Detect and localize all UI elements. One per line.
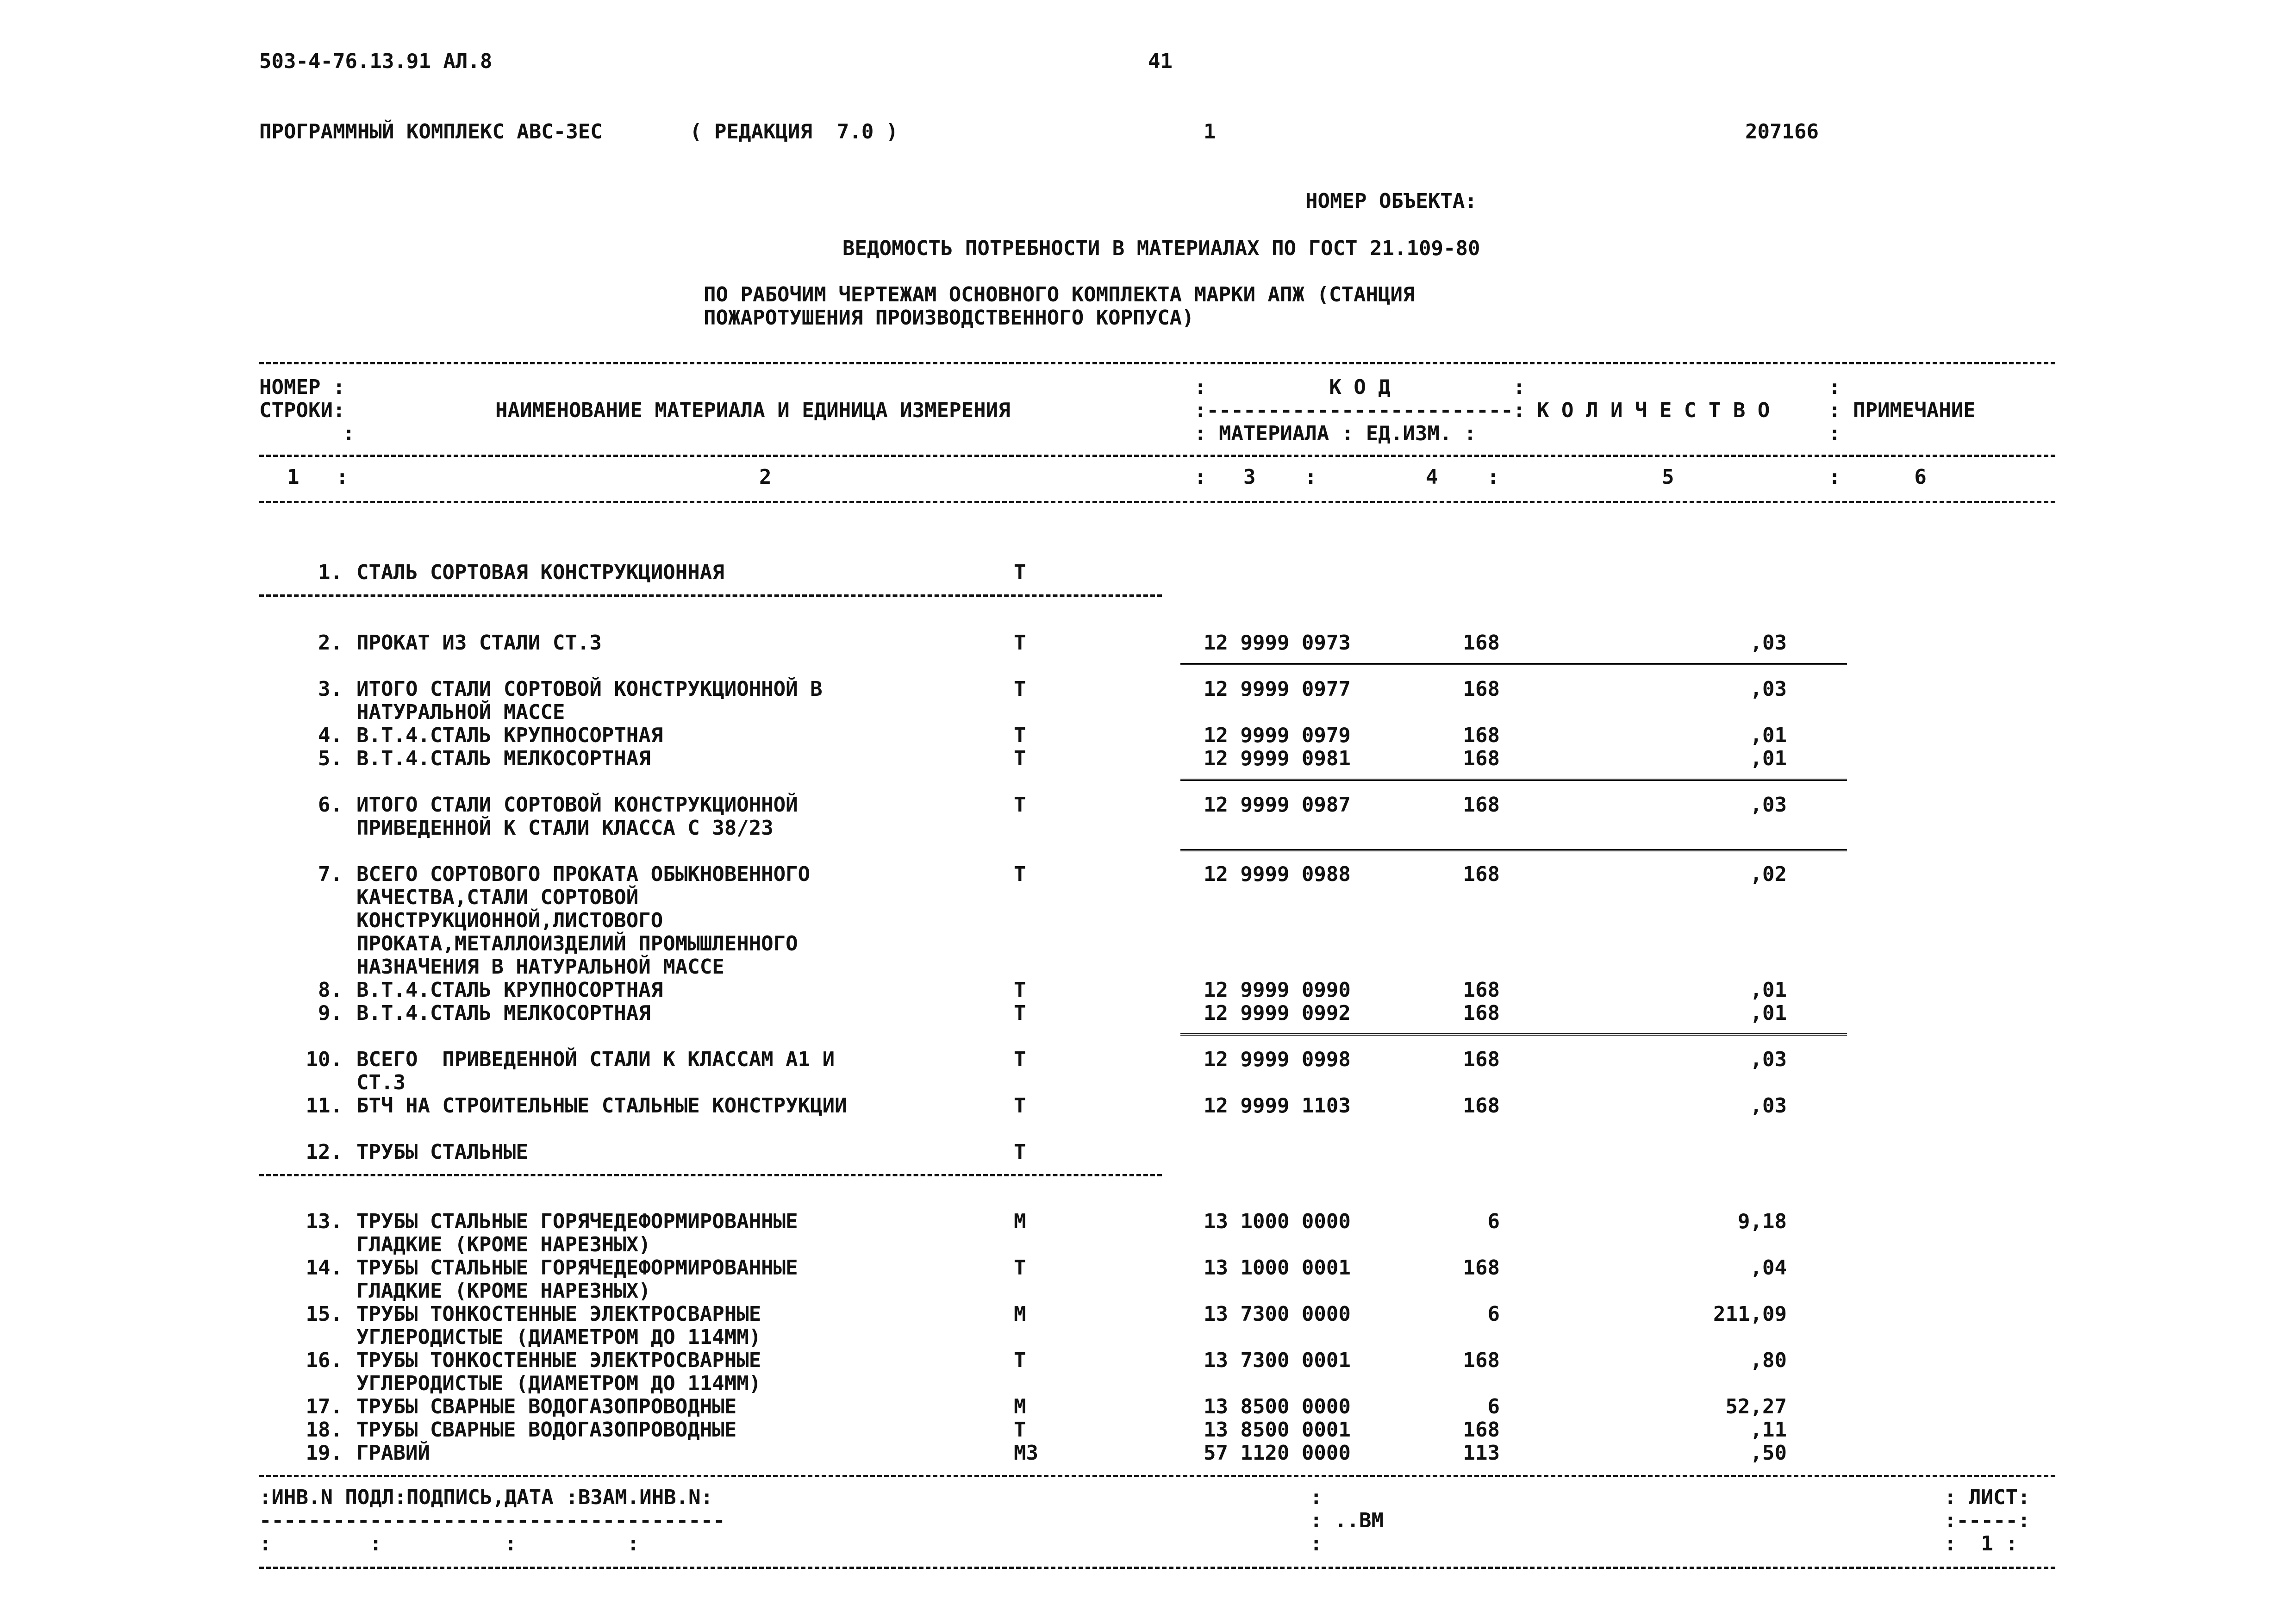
material-code: 12 9999 0988 xyxy=(1204,862,1351,886)
row-number: 4. xyxy=(318,724,343,747)
material-name: ТРУБЫ ТОНКОСТЕННЫЕ ЭЛЕКТРОСВАРНЫЕ xyxy=(356,1349,761,1372)
quantity-value: ,03 xyxy=(1750,1094,1787,1118)
unit-of-measure: Т xyxy=(1014,561,1026,584)
header-row-number-2: СТРОКИ: xyxy=(259,399,345,422)
header-bottom-rule xyxy=(259,501,2055,503)
table-top-rule xyxy=(259,362,2055,364)
group-rule xyxy=(259,1174,1162,1176)
header-row-number-3: : xyxy=(343,422,355,445)
column-number-2: 2 xyxy=(759,465,772,489)
material-code: 13 7300 0000 xyxy=(1204,1302,1351,1326)
footer-middle-3: : xyxy=(1310,1532,1323,1555)
material-name: ГЛАДКИЕ (КРОМЕ НАРЕЗНЫХ) xyxy=(356,1233,651,1256)
unit-code: 168 xyxy=(1463,978,1500,1002)
column-number-1: 1 : xyxy=(287,465,349,489)
material-name: НАЗНАЧЕНИЯ В НАТУРАЛЬНОЙ МАССЕ xyxy=(356,955,724,979)
material-name: ТРУБЫ СТАЛЬНЫЕ ГОРЯЧЕДЕФОРМИРОВАННЫЕ xyxy=(356,1210,798,1233)
unit-of-measure: Т xyxy=(1014,1048,1026,1071)
material-name: ТРУБЫ ТОНКОСТЕННЫЕ ЭЛЕКТРОСВАРНЫЕ xyxy=(356,1302,761,1326)
unit-code: 113 xyxy=(1463,1441,1500,1465)
material-name: В.Т.4.СТАЛЬ МЕЛКОСОРТНАЯ xyxy=(356,1001,651,1025)
unit-code: 168 xyxy=(1463,1094,1500,1118)
unit-of-measure: Т xyxy=(1014,1140,1026,1164)
unit-code: 168 xyxy=(1463,1001,1500,1025)
quantity-value: ,80 xyxy=(1750,1349,1787,1372)
unit-code: 168 xyxy=(1463,862,1500,886)
row-number: 18. xyxy=(306,1418,343,1442)
quantity-value: ,01 xyxy=(1750,978,1787,1002)
header-code-rule: :-------------------------: xyxy=(1194,399,1526,422)
row-number: 10. xyxy=(306,1048,343,1071)
material-code: 12 9999 0998 xyxy=(1204,1048,1351,1071)
quantity-value: ,03 xyxy=(1750,793,1787,817)
quantity-value: 211,09 xyxy=(1713,1302,1787,1326)
object-number-label: НОМЕР ОБЪЕКТА: xyxy=(1305,189,1477,213)
unit-code: 168 xyxy=(1463,677,1500,701)
material-name: УГЛЕРОДИСТЫЕ (ДИАМЕТРОМ ДО 114ММ) xyxy=(356,1372,761,1395)
material-name: СТАЛЬ СОРТОВАЯ КОНСТРУКЦИОННАЯ xyxy=(356,561,724,584)
quantity-value: ,03 xyxy=(1750,631,1787,655)
document-id: 207166 xyxy=(1745,120,1819,144)
unit-code: 6 xyxy=(1487,1395,1500,1418)
row-number: 15. xyxy=(306,1302,343,1326)
document-subtitle: ПО РАБОЧИМ ЧЕРТЕЖАМ ОСНОВНОГО КОМПЛЕКТА МАРКИ АПЖ (СТАНЦИЯ xyxy=(704,283,1415,306)
row-number: 11. xyxy=(306,1094,343,1118)
material-name: КОНСТРУКЦИОННОЙ,ЛИСТОВОГО xyxy=(356,909,663,932)
material-name: СТ.3 xyxy=(356,1071,406,1094)
subtotal-double-rule xyxy=(1180,849,1847,853)
material-name: КАЧЕСТВА,СТАЛИ СОРТОВОЙ xyxy=(356,886,639,909)
unit-of-measure: М xyxy=(1014,1302,1026,1326)
quantity-value: ,03 xyxy=(1750,677,1787,701)
document-title: ВЕДОМОСТЬ ПОТРЕБНОСТИ В МАТЕРИАЛАХ ПО ГОСТ 21.109-80 xyxy=(842,237,1480,260)
header-quantity: К О Л И Ч Е С Т В О xyxy=(1537,399,1770,422)
material-name: ГРАВИЙ xyxy=(356,1441,430,1465)
row-number: 1. xyxy=(318,561,343,584)
quantity-value: ,03 xyxy=(1750,1048,1787,1071)
material-code: 12 9999 0990 xyxy=(1204,978,1351,1002)
subtotal-double-rule xyxy=(1180,779,1847,783)
header-note: : ПРИМЕЧАНИЕ xyxy=(1828,399,1976,422)
row-number: 16. xyxy=(306,1349,343,1372)
material-code: 12 9999 1103 xyxy=(1204,1094,1351,1118)
header-code-sub: : МАТЕРИАЛА : ЕД.ИЗМ. : xyxy=(1194,422,1477,445)
unit-of-measure: Т xyxy=(1014,677,1026,701)
unit-of-measure: Т xyxy=(1014,978,1026,1002)
unit-of-measure: Т xyxy=(1014,862,1026,886)
row-number: 13. xyxy=(306,1210,343,1233)
quantity-value: ,01 xyxy=(1750,747,1787,770)
program-name: ПРОГРАММНЫЙ КОМПЛЕКС АВС-3ЕС xyxy=(259,120,603,144)
row-number: 9. xyxy=(318,1001,343,1025)
document-subtitle-line-2: ПОЖАРОТУШЕНИЯ ПРОИЗВОДСТВЕННОГО КОРПУСА) xyxy=(704,306,1194,330)
column-number-4: 4 : xyxy=(1426,465,1499,489)
quantity-value: ,04 xyxy=(1750,1256,1787,1280)
material-code: 13 1000 0001 xyxy=(1204,1256,1351,1280)
quantity-value: ,50 xyxy=(1750,1441,1787,1465)
quantity-value: ,02 xyxy=(1750,862,1787,886)
unit-of-measure: Т xyxy=(1014,747,1026,770)
row-number: 14. xyxy=(306,1256,343,1280)
row-number: 8. xyxy=(318,978,343,1002)
unit-of-measure: М3 xyxy=(1014,1441,1038,1465)
material-code: 13 8500 0001 xyxy=(1204,1418,1351,1442)
column-number-5: 5 xyxy=(1662,465,1674,489)
header-material-name: НАИМЕНОВАНИЕ МАТЕРИАЛА И ЕДИНИЦА ИЗМЕРЕНИЯ xyxy=(495,399,1011,422)
footer-bottom-rule xyxy=(259,1567,2055,1569)
material-name: БТЧ НА СТРОИТЕЛЬНЫЕ СТАЛЬНЫЕ КОНСТРУКЦИИ xyxy=(356,1094,847,1118)
unit-code: 168 xyxy=(1463,631,1500,655)
material-name: В.Т.4.СТАЛЬ КРУПНОСОРТНАЯ xyxy=(356,724,663,747)
unit-of-measure: Т xyxy=(1014,631,1026,655)
unit-of-measure: Т xyxy=(1014,1418,1026,1442)
row-number: 2. xyxy=(318,631,343,655)
unit-of-measure: Т xyxy=(1014,1001,1026,1025)
sheet-number: 1 xyxy=(1204,120,1216,144)
header-separator: : xyxy=(1828,375,1841,399)
material-name: НАТУРАЛЬНОЙ МАССЕ xyxy=(356,700,565,724)
material-name: ПРИВЕДЕННОЙ К СТАЛИ КЛАССА С 38/23 xyxy=(356,816,774,840)
column-number-3: : 3 : xyxy=(1194,465,1317,489)
material-code: 13 1000 0000 xyxy=(1204,1210,1351,1233)
unit-of-measure: М xyxy=(1014,1395,1026,1418)
material-code: 12 9999 0977 xyxy=(1204,677,1351,701)
material-name: УГЛЕРОДИСТЫЕ (ДИАМЕТРОМ ДО 114ММ) xyxy=(356,1325,761,1349)
material-name: ГЛАДКИЕ (КРОМЕ НАРЕЗНЫХ) xyxy=(356,1279,651,1303)
quantity-value: 9,18 xyxy=(1738,1210,1787,1233)
material-name: ТРУБЫ СТАЛЬНЫЕ xyxy=(356,1140,528,1164)
header-code: : К О Д : xyxy=(1194,375,1526,399)
material-code: 12 9999 0987 xyxy=(1204,793,1351,817)
material-code: 13 8500 0000 xyxy=(1204,1395,1351,1418)
material-name: В.Т.4.СТАЛЬ МЕЛКОСОРТНАЯ xyxy=(356,747,651,770)
stamp-header: :ИНВ.N ПОДЛ:ПОДПИСЬ,ДАТА :ВЗАМ.ИНВ.N: xyxy=(259,1486,713,1509)
unit-code: 168 xyxy=(1463,1048,1500,1071)
quantity-value: ,11 xyxy=(1750,1418,1787,1442)
footer-middle: : xyxy=(1310,1486,1323,1509)
material-name: ТРУБЫ СВАРНЫЕ ВОДОГАЗОПРОВОДНЫЕ xyxy=(356,1418,737,1442)
unit-code: 168 xyxy=(1463,724,1500,747)
unit-of-measure: М xyxy=(1014,1210,1026,1233)
row-number: 19. xyxy=(306,1441,343,1465)
stamp-cells: : : : : xyxy=(259,1532,640,1555)
material-code: 57 1120 0000 xyxy=(1204,1441,1351,1465)
unit-of-measure: Т xyxy=(1014,1349,1026,1372)
material-name: ИТОГО СТАЛИ СОРТОВОЙ КОНСТРУКЦИОННОЙ xyxy=(356,793,798,817)
quantity-value: ,01 xyxy=(1750,1001,1787,1025)
page-number: 41 xyxy=(1148,50,1173,73)
material-name: ВСЕГО ПРИВЕДЕННОЙ СТАЛИ К КЛАССАМ А1 И xyxy=(356,1048,835,1071)
material-code: 12 9999 0979 xyxy=(1204,724,1351,747)
unit-code: 168 xyxy=(1463,1256,1500,1280)
unit-of-measure: Т xyxy=(1014,1256,1026,1280)
unit-of-measure: Т xyxy=(1014,1094,1026,1118)
material-code: 12 9999 0981 xyxy=(1204,747,1351,770)
doc-code: 503-4-76.13.91 АЛ.8 xyxy=(259,50,493,73)
unit-code: 168 xyxy=(1463,1349,1500,1372)
sheet-rule: :-----: xyxy=(1944,1509,2030,1532)
header-separator-2: : xyxy=(1828,422,1841,445)
footer-top-rule xyxy=(259,1475,2055,1477)
stamp-rule: -------------------------------------- xyxy=(259,1509,725,1532)
material-name: ИТОГО СТАЛИ СОРТОВОЙ КОНСТРУКЦИОННОЙ В xyxy=(356,677,823,701)
material-name: ПРОКАТ ИЗ СТАЛИ СТ.3 xyxy=(356,631,602,655)
unit-of-measure: Т xyxy=(1014,724,1026,747)
unit-code: 168 xyxy=(1463,747,1500,770)
row-number: 7. xyxy=(318,862,343,886)
row-number: 12. xyxy=(306,1140,343,1164)
material-code: 12 9999 0973 xyxy=(1204,631,1351,655)
quantity-value: ,01 xyxy=(1750,724,1787,747)
material-code: 12 9999 0992 xyxy=(1204,1001,1351,1025)
column-number-6: : 6 xyxy=(1828,465,1927,489)
quantity-value: 52,27 xyxy=(1725,1395,1787,1418)
header-mid-rule xyxy=(259,455,2055,457)
group-rule xyxy=(259,594,1162,597)
unit-of-measure: Т xyxy=(1014,793,1026,817)
unit-code: 168 xyxy=(1463,793,1500,817)
program-edition: ( РЕДАКЦИЯ 7.0 ) xyxy=(690,120,898,144)
sheet-label: : ЛИСТ: xyxy=(1944,1486,2030,1509)
footer-middle-code: : ..ВМ xyxy=(1310,1509,1384,1532)
material-name: ТРУБЫ СВАРНЫЕ ВОДОГАЗОПРОВОДНЫЕ xyxy=(356,1395,737,1418)
material-name: ТРУБЫ СТАЛЬНЫЕ ГОРЯЧЕДЕФОРМИРОВАННЫЕ xyxy=(356,1256,798,1280)
material-name: В.Т.4.СТАЛЬ КРУПНОСОРТНАЯ xyxy=(356,978,663,1002)
row-number: 5. xyxy=(318,747,343,770)
subtotal-double-rule xyxy=(1180,1033,1847,1037)
material-name: ВСЕГО СОРТОВОГО ПРОКАТА ОБЫКНОВЕННОГО xyxy=(356,862,811,886)
row-number: 17. xyxy=(306,1395,343,1418)
row-number: 3. xyxy=(318,677,343,701)
unit-code: 168 xyxy=(1463,1418,1500,1442)
unit-code: 6 xyxy=(1487,1210,1500,1233)
material-code: 13 7300 0001 xyxy=(1204,1349,1351,1372)
subtotal-double-rule xyxy=(1180,663,1847,667)
unit-code: 6 xyxy=(1487,1302,1500,1326)
sheet-value: : 1 : xyxy=(1944,1532,2018,1555)
row-number: 6. xyxy=(318,793,343,817)
material-name: ПРОКАТА,МЕТАЛЛОИЗДЕЛИЙ ПРОМЫШЛЕННОГО xyxy=(356,932,798,956)
header-row-number: НОМЕР : xyxy=(259,375,345,399)
